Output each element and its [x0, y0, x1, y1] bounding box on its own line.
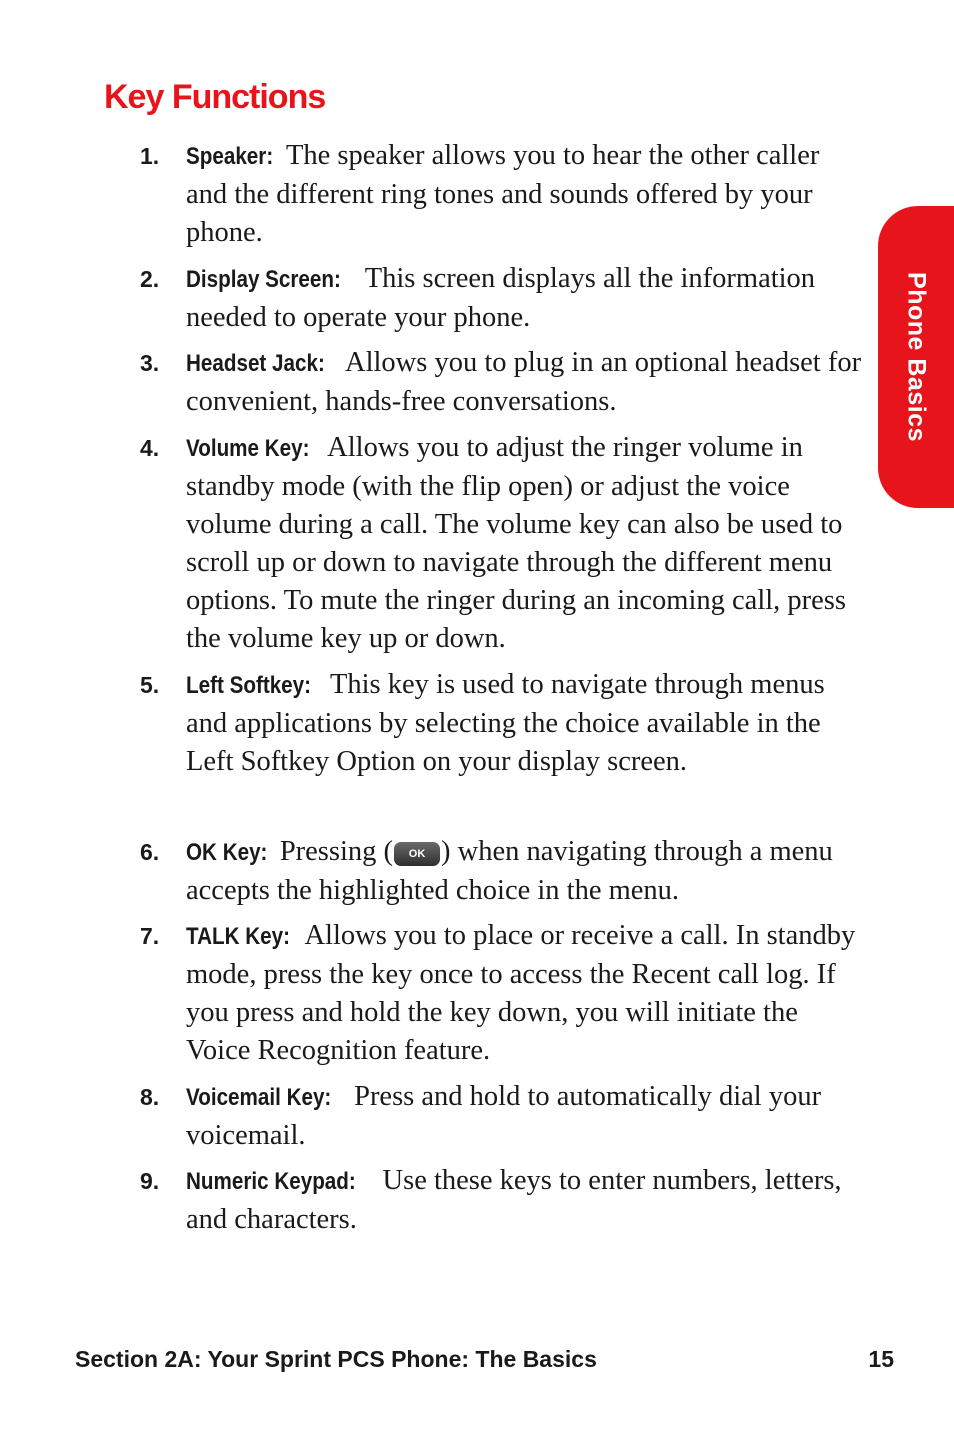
- item-number: 4.: [140, 435, 160, 461]
- section-tab-label: Phone Basics: [902, 272, 931, 442]
- item-description: The speaker allows you to hear the other caller and the different ring tones and sounds offered by your phone.: [186, 140, 820, 248]
- footer-section-title: Section 2A: Your Sprint PCS Phone: The Basics: [75, 1346, 597, 1372]
- list-item-ok-key: [140, 833, 862, 910]
- item-number: 7.: [140, 923, 160, 949]
- list-item-left-softkey: [140, 666, 862, 781]
- item-term: Display Screen:: [186, 266, 341, 293]
- list-item-numeric-keypad: [140, 1162, 862, 1239]
- item-description: Allows you to plug in an optional headset for convenient, hands-free conversations.: [186, 347, 862, 417]
- item-description: Allows you to adjust the ringer volume in standby mode (with the flip open) or adjust the voice volume during a call. The volume key can also be used to scroll up or down to navigate through the different menu options. To mute the ringer during an incoming call, press the volume key up or down.: [186, 432, 846, 654]
- item-term: Volume Key:: [186, 435, 310, 462]
- item-number: 1.: [140, 143, 160, 169]
- item-term: Voicemail Key:: [186, 1084, 332, 1111]
- item-description: This screen displays all the information needed to operate your phone.: [186, 263, 816, 333]
- list-item-volume-key: [140, 429, 862, 658]
- page-heading: Key Functions: [104, 78, 326, 116]
- page-number: 15: [868, 1346, 894, 1372]
- item-term: OK Key:: [186, 839, 268, 866]
- item-number: 9.: [140, 1168, 160, 1194]
- list-item-voicemail-key: [140, 1078, 862, 1155]
- ok-button-icon: OK: [394, 842, 440, 866]
- list-item-talk-key: [140, 917, 862, 1070]
- item-number: 6.: [140, 839, 160, 865]
- item-number: 2.: [140, 266, 160, 292]
- item-term: Speaker:: [186, 143, 274, 170]
- item-description: This key is used to navigate through menus and applications by selecting the choice available in the Left Softkey Option on your display screen.: [186, 669, 825, 777]
- item-term: Headset Jack:: [186, 350, 325, 377]
- item-description-start: Pressing (: [272, 836, 394, 867]
- item-description: Use these keys to enter numbers, letters, and characters.: [186, 1165, 842, 1235]
- item-number: 3.: [140, 350, 160, 376]
- item-number: 8.: [140, 1084, 160, 1110]
- item-term: Numeric Keypad:: [186, 1168, 356, 1195]
- section-tab[interactable]: [878, 206, 954, 508]
- item-description: Press and hold to automatically dial your voicemail.: [186, 1081, 822, 1151]
- list-item-display-screen: [140, 260, 862, 337]
- item-description: Allows you to place or receive a call. In standby mode, press the key once to access the Recent call log. If you press and hold the key down, you will initiate the Voice Recognition feature.: [186, 920, 856, 1066]
- item-term: Left Softkey:: [186, 672, 312, 699]
- item-description-end: ) when navigating through a menu accepts the highlighted choice in the menu.: [186, 836, 833, 906]
- list-item-headset-jack: [140, 344, 862, 421]
- item-number: 5.: [140, 672, 160, 698]
- list-item-speaker: [140, 137, 862, 252]
- item-term: TALK Key:: [186, 923, 290, 950]
